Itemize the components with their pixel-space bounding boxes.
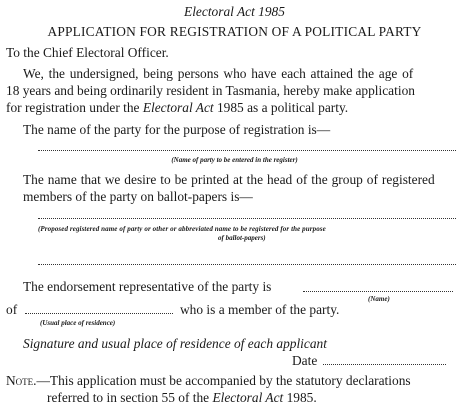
ballot-name-field-2[interactable] — [38, 264, 456, 265]
note-label: Note. — [6, 373, 37, 388]
note-line-2: referred to in section 55 of the Electoral Act 1985. — [47, 390, 317, 405]
party-name-prompt: The name of the party for the purpose of registration is— — [23, 122, 331, 137]
ballot-name-field[interactable] — [38, 218, 456, 219]
date-label: Date — [292, 353, 318, 368]
endorsement-prompt: The endorsement representative of the party is — [23, 279, 272, 294]
note-line-1: Note.—This application must be accompanied by the statutory declarations — [6, 373, 411, 388]
intro-line-3: for registration under the Electoral Act 1985 as a political party. — [6, 100, 349, 115]
endorsement-name-field[interactable] — [303, 291, 453, 292]
endorsement-residence-field[interactable] — [25, 313, 173, 314]
intro-line-2: 18 years and being ordinarily resident in Tasmania, hereby make application — [6, 83, 415, 98]
endorsement-name-caption: (Name) — [368, 295, 390, 303]
ballot-name-prompt-line-2: members of the party on ballot-papers is— — [23, 189, 253, 204]
act-title: Electoral Act 1985 — [184, 4, 285, 19]
endorsement-of-label: of — [6, 302, 18, 317]
form-title: APPLICATION FOR REGISTRATION OF A POLITICAL PARTY — [47, 24, 422, 39]
ballot-name-caption-line-2: of ballot-papers) — [218, 234, 266, 242]
addressee: To the Chief Electoral Officer. — [6, 45, 169, 60]
endorsement-residence-caption: (Usual place of residence) — [40, 319, 116, 327]
party-name-caption: (Name of party to be entered in the register) — [171, 156, 298, 164]
party-name-field[interactable] — [38, 150, 456, 151]
signature-heading: Signature and usual place of residence of each applicant — [23, 336, 327, 351]
ballot-name-prompt-line-1: The name that we desire to be printed at the head of the group of registered — [23, 172, 435, 187]
ballot-name-caption-line-1: (Proposed registered name of party or other or abbreviated name to be registered for the purpose — [38, 225, 326, 233]
intro-line-1: We, the undersigned, being persons who have each attained the age of — [23, 66, 414, 81]
date-field[interactable] — [323, 364, 446, 365]
endorsement-member-text: who is a member of the party. — [180, 302, 340, 317]
